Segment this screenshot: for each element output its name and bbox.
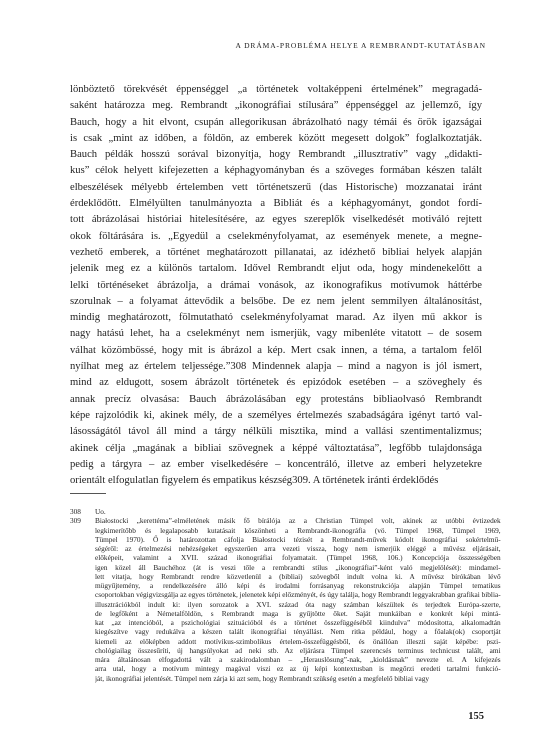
body-text-line: érdeklődött. Elmélyülten tanulmányozta a Bibliát és a képhagyományt, gondot fordí- <box>70 198 482 210</box>
body-text-line: mindig meghatározott, fölmutatható cselekményfolyamat marad. Az ilyen mű akkor is <box>70 312 482 324</box>
body-text-line: nagy hatású lehet, ha a cselekményt nem ismerjük, vagy mibenléte vitatott – de sosem <box>70 328 482 340</box>
body-text-line: mind az eldugott, sosem ábrázolt történetek és epizódok esetében – a szöveghely és <box>70 377 482 389</box>
footnotes <box>70 507 501 683</box>
main-text <box>70 82 482 489</box>
body-text-line: tott ábrázolásai históriai hitelesítésére, az egyes szereplők viselkedését motiváló rejtett <box>70 214 482 226</box>
footnote-line: legkimerítőbb és legalaposabb kutatásait köszönheti a Rembrandt-ikonográfia (vö. Tümpel 1968, Tümpel 1969, <box>95 525 501 535</box>
footnote-number: 308 <box>70 507 81 516</box>
footnote <box>70 516 501 683</box>
footnote-line: csoportokban végigvizsgálja az egyes történetek, jelenetek képi előzményét, és úgy találja, hogy Rembrandt leggyakrabban grafikai biblia- <box>95 590 501 600</box>
body-text-line: szorulnak – a folyamat áttevődik a belsőbe. De ez nem jelent semmilyen általánosítást, <box>70 295 482 307</box>
footnote-text <box>95 507 482 516</box>
footnote-line: Uo. <box>95 507 106 516</box>
footnote-number: 309 <box>70 516 81 526</box>
body-text-line: akinek célja „magának a bibliai szövegnek a képpé változtatása”, legfőbb tulajdonsága <box>70 442 482 454</box>
body-text-line: is csak „mint az időben, a földön, az emberek között megesett dolgok” foglalkoztatják. <box>70 132 482 144</box>
footnote-line: mügyűjtemény, a rendelkezésére álló képi és irodalmi forrásanyag rekonstrukciója alapján Tümpel tematikus <box>95 581 501 590</box>
footnote-line: Białostocki „kerettéma”-elméletének másik fő bírálója az a Christian Tümpel volt, akinek az utóbbi évtizedek <box>95 516 501 526</box>
footnote-line: kat „az intencióból, a pszichológiai szituációból és a történet összefüggéséből kiindulva” módosította, alkalomadtán <box>95 618 501 627</box>
body-text-line: lásosságától távol áll mind a tárgy nélküli misztika, mind a vallási szentimentalizmus; <box>70 426 482 438</box>
body-text-line: Bauch példák hosszú sorával bizonyítja, hogy Rembrandt „illusztratív” vagy „didakti- <box>70 149 482 161</box>
body-text-line: saként határozza meg. Rembrandt „ikonográfiai stílusára” éppenséggel az jellemző, így <box>70 100 482 112</box>
footnote-line: chológiailag összesűríti, új hangsúlyokat ad neki stb. Az eljárásra Tümpel szerencsés terminus technicust talált, ami <box>95 645 501 655</box>
footnote-text <box>95 516 501 683</box>
footnote-line: arra utal, hogy a motívum mintegy magával viszi ez az új képi kontextusban is megőrzi eredeti tartalmi funkció- <box>95 664 501 674</box>
footnote-line: kiemeli az előképben addott motívikus-szimbolikus értelem-összefüggésből, és önállóan illeszti saját képébe: pszi- <box>95 636 501 646</box>
body-text-line: válhat közömbössé, hogy mit is ábrázol a kép. Mert csak innen, a téma, a tartalom felől <box>70 344 482 356</box>
page-number: 155 <box>468 711 484 722</box>
footnote-line: ségéről: az értelmezési nehézségeket egyszerűen arra vezeti vissza, hogy nem ismerjük eléggé a művész eljárásait, <box>95 544 501 553</box>
footnote-line: lett vitatja, hogy Rembrandt rendre közvetlenül a (bibliai) szövegből indult volna ki. A művész bírókában lévő <box>95 571 501 581</box>
body-text-line: kus” célok helyett kifejezetten a képhagyományban és a szöveges formában készen talált <box>70 165 482 177</box>
body-text-line: vezhető emberek, a történet meghatározott pillanatai, az idézhető bibliai helyek alapján <box>70 246 482 258</box>
body-text-line: lelki történéseket ábrázolja, a drámai vonások, az ikonografikus motívumok háttérbe <box>70 279 482 291</box>
footnote-line: ját, ikonográfiai jelentését. Tümpel nem zárja ki azt sem, hogy Rembrandt szükség esetén a megfelelő bibliai vagy <box>95 673 429 683</box>
footnote-line: igen közel áll Bauchéhoz (át is veszi tőle a rembrandti stílus „ikonográfiai”-ként való megjelölését): mindamel- <box>95 562 501 572</box>
body-text-line: elbeszélések mélyebb értelemben vett történetszerű (das Historische) mozzanatai iránt <box>70 181 482 193</box>
footnote-line: előképeit, valamint a XVII. század ikonográfiai folyamatait. (Tümpel 1968, 106.) Koncepciója összességében <box>95 553 501 563</box>
body-text-line: pedig a tárgyra – az ember viselkedésére – koncentráló, illetve az emberi helyzetekre <box>70 458 482 470</box>
running-header: A DRÁMA-PROBLÉMA HELYE A REMBRANDT-KUTATÁSBAN <box>235 41 486 50</box>
body-text-line: orientált elfogulatlan figyelem és empatikus készség309. A történetek iránti érdeklődés <box>70 475 439 487</box>
body-text-line: jelenik meg ez a különös tartalom. Idővel Rembrandt eljut oda, hogy mindenekelőtt a <box>70 263 482 275</box>
footnote-line: de legfőként a Németalföldön, s Rembrandt maga is gyűjtötte őket. Saját munkáiban e konkrét képi mintá- <box>95 608 501 618</box>
body-text-line: okok föltárására is. „Egyedül a cselekményfolyamat, az események menete, a megne- <box>70 230 482 242</box>
body-text-line: lönböztető törekvését éppenséggel „a történetek voltaképpeni értelmének” megragadá- <box>70 84 482 95</box>
footnote-line: Tümpel 1970). Ő is határozottan cáfolja Białostocki tézisét a Rembrandt-művek kódolt ikonográfiai sokértelmű- <box>95 534 501 544</box>
footnote-separator <box>70 493 106 494</box>
body-text-line: nyílhat meg az értelem teljessége.”308 Mindennek alapja – mind a nagyon is jól ismert, <box>70 361 482 373</box>
footnote <box>70 507 482 516</box>
body-text-line: annak precíz olvasása: Bauch ábrázolásában egy protestáns bibliaolvasó Rembrandt <box>70 393 482 405</box>
footnote-line: kiegészítve vagy redukálva a készen talált ikonográfiai tényállást. Nem ritka például, hogy a főalak(ok) csoportját <box>95 627 501 637</box>
body-text-line: Bauch, hogy a hit elvont, csupán allegorikusan ábrázolható nagy témái és örök igazságai <box>70 116 482 128</box>
footnote-line: mára általánosan elfogadottá vált a szakirodalomban – „Herauslösung”-nak, „kioldásnak” nevezte el. A kifejezés <box>95 655 501 664</box>
body-text-line: képe rajzolódik ki, akinek mély, de a személyes értelmezés szabadságára igényt tartó val- <box>70 409 482 421</box>
footnote-line: illusztrációkból indult ki: ilyen sorozatok a XVI. század óta nagy számban készültek és terjedtek Európa-szerte, <box>95 599 501 609</box>
